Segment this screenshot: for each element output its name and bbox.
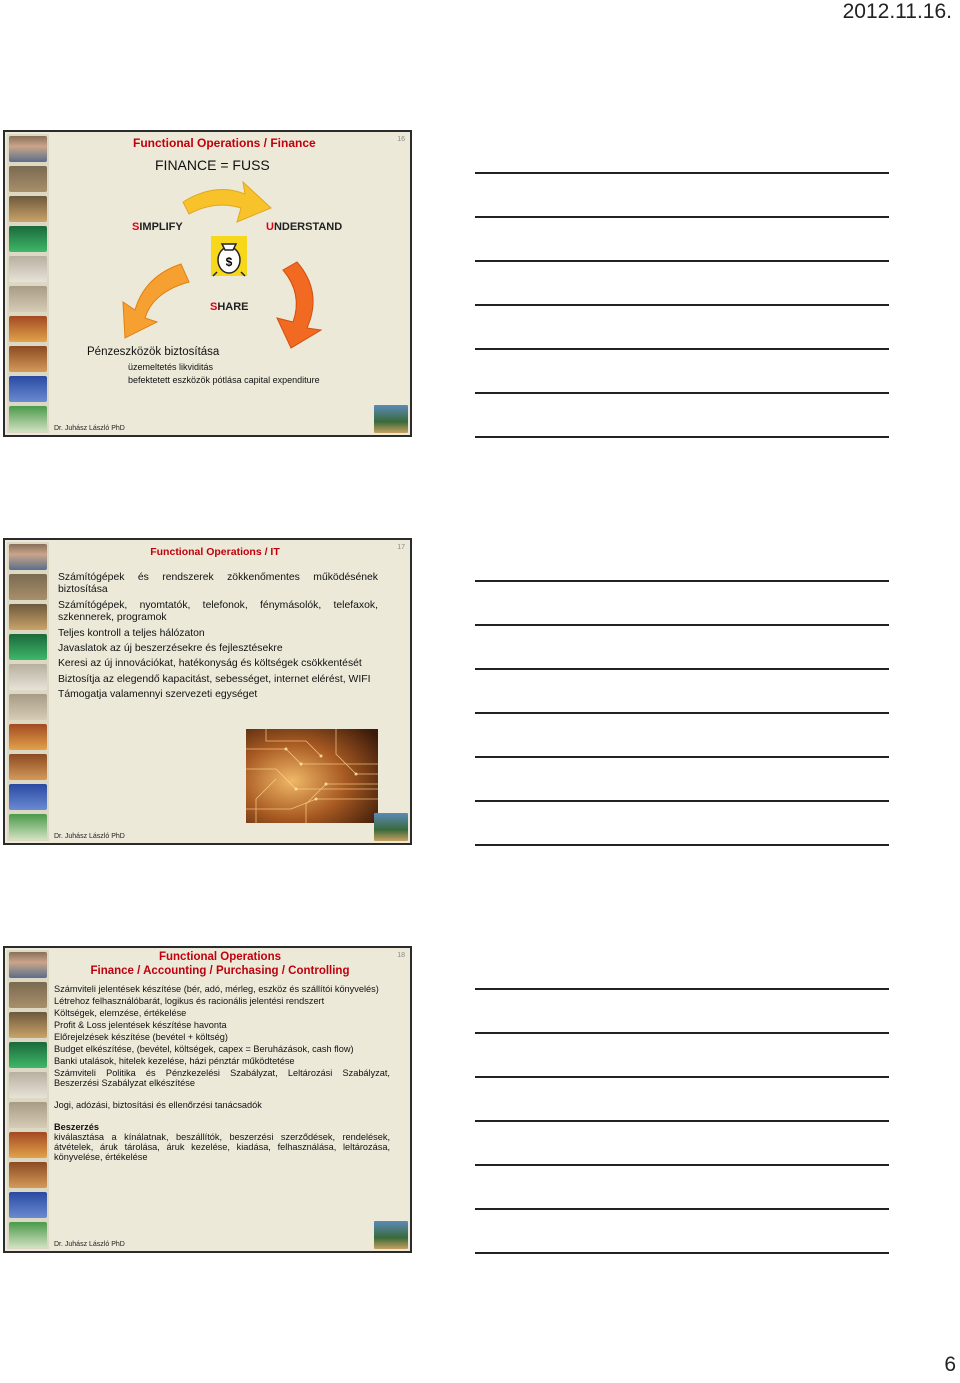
cycle-arrows-diagram bbox=[5, 172, 412, 352]
bed-thumb bbox=[9, 754, 47, 780]
bullet-item: Keresi az új innovációkat, hatékonyság és költségek csökkentését bbox=[58, 658, 362, 670]
author-footer: Dr. Juhász László PhD bbox=[54, 1241, 125, 1248]
slide-number: 17 bbox=[397, 544, 405, 551]
tools-thumb bbox=[9, 694, 47, 720]
portrait-thumb bbox=[9, 544, 47, 570]
slide-title: Functional Operations bbox=[158, 951, 282, 963]
bottles-thumb bbox=[9, 1222, 47, 1248]
slide-title: Functional Operations / Finance bbox=[133, 136, 316, 150]
share-initial: S bbox=[210, 301, 218, 313]
list-item: Előrejelzések készítése (bevétel + költség) bbox=[54, 1032, 228, 1042]
decor-strip bbox=[7, 542, 49, 841]
bed-thumb bbox=[9, 1162, 47, 1188]
list-item: Budget elkészítése, (bevétel, költségek, capex = Beruházások, cash flow) bbox=[54, 1044, 354, 1054]
list-item: Számviteli Politika és Pénzkezelési Szabályzat, Leltározási Szabályzat, Beszerzési Szabályzat elkészítése bbox=[54, 1068, 390, 1088]
corner-photo bbox=[374, 405, 408, 433]
garden-thumb bbox=[9, 664, 47, 690]
circuit-board-image bbox=[246, 729, 378, 823]
share-label bbox=[210, 301, 249, 313]
list-item: Költségek, elemzése, értékelése bbox=[54, 1008, 187, 1018]
cycle-arrow-icon bbox=[277, 262, 321, 348]
simplify-rest: IMPLIFY bbox=[139, 221, 183, 233]
building-thumb bbox=[9, 982, 47, 1008]
understand-initial: U bbox=[266, 221, 274, 233]
garden-thumb bbox=[9, 1072, 47, 1098]
lobby-thumb bbox=[9, 604, 47, 630]
screen-thumb bbox=[9, 634, 47, 660]
note-lines bbox=[475, 988, 889, 1296]
finance-fuss-heading: FINANCE = FUSS bbox=[155, 157, 270, 173]
sub-line: befektetett eszközök pótlása capital expenditure bbox=[128, 375, 320, 385]
building-thumb bbox=[9, 574, 47, 600]
cycle-arrow-icon bbox=[123, 264, 189, 338]
svg-text:$: $ bbox=[225, 255, 233, 269]
share-rest: HARE bbox=[217, 301, 249, 313]
slide-it bbox=[3, 538, 412, 845]
purchasing-heading: Beszerzés bbox=[54, 1122, 99, 1132]
bullet-item: Javaslatok az új beszerzésekre és fejlesztésekre bbox=[58, 643, 283, 655]
purchasing-text: kiválasztása a kínálatnak, beszállítók, beszerzési szerződések, rendelések, átvételek, áruk tárolása, áruk kezelése, kiadása, felhasználása, leltározása, könyvelése, értékelése bbox=[54, 1132, 390, 1162]
machine-thumb bbox=[9, 1192, 47, 1218]
slide-finance bbox=[3, 130, 412, 437]
room-thumb bbox=[9, 1132, 47, 1158]
bullet-item: Számítógépek és rendszerek zökkenőmentes működésének biztosítása bbox=[58, 572, 378, 596]
author-footer: Dr. Juhász László PhD bbox=[54, 425, 125, 432]
bullet-list bbox=[58, 572, 378, 705]
list-item: Profit & Loss jelentések készítése havonta bbox=[54, 1020, 227, 1030]
list-item: Számviteli jelentések készítése (bér, adó, mérleg, eszköz és szállítói könyvelés) bbox=[54, 984, 379, 994]
cycle-arrow-icon bbox=[183, 182, 271, 222]
bullet-item: Teljes kontroll a teljes hálózaton bbox=[58, 627, 205, 639]
advisory-line: Jogi, adózási, biztosítási és ellenőrzési tanácsadók bbox=[54, 1100, 262, 1110]
room-thumb bbox=[9, 724, 47, 750]
bullet-item: Számítógépek, nyomtatók, telefonok, fénymásolók, telefaxok, szkennerek, programok bbox=[58, 599, 378, 624]
machine-thumb bbox=[9, 784, 47, 810]
machine-thumb bbox=[9, 376, 47, 402]
slide-number: 18 bbox=[397, 952, 405, 959]
slide-title: Functional Operations / IT bbox=[150, 546, 280, 558]
corner-photo bbox=[374, 1221, 408, 1249]
understand-rest: NDERSTAND bbox=[273, 221, 343, 233]
simplify-label bbox=[132, 221, 183, 233]
author-footer: Dr. Juhász László PhD bbox=[54, 833, 125, 840]
portrait-thumb bbox=[9, 136, 47, 162]
bottles-thumb bbox=[9, 406, 47, 432]
slide-number: 16 bbox=[397, 136, 405, 143]
lobby-thumb bbox=[9, 1012, 47, 1038]
slide-accounting bbox=[3, 946, 412, 1253]
page-number: 6 bbox=[944, 1353, 956, 1376]
screen-thumb bbox=[9, 1042, 47, 1068]
list-item: Létrehoz felhasználóbarát, logikus és racionális jelentési rendszert bbox=[54, 996, 325, 1006]
bullet-item: Biztosítja az elegendő kapacitást, sebességet, internet elérést, WIFI bbox=[58, 673, 371, 685]
bullet-item: Támogatja valamennyi szervezeti egységet bbox=[58, 689, 258, 701]
simplify-initial: S bbox=[132, 221, 140, 233]
money-bag-icon bbox=[211, 236, 247, 276]
tools-thumb bbox=[9, 1102, 47, 1128]
corner-photo bbox=[374, 813, 408, 841]
main-line: Pénzeszközök biztosítása bbox=[87, 346, 220, 358]
sub-line: üzemeltetés likviditás bbox=[128, 362, 214, 372]
list-item: Banki utalások, hitelek kezelése, házi pénztár működtetése bbox=[54, 1056, 295, 1066]
slide-title-sub: Finance / Accounting / Purchasing / Controlling bbox=[90, 965, 350, 977]
portrait-thumb bbox=[9, 952, 47, 978]
accounting-list bbox=[54, 984, 390, 1165]
note-lines bbox=[475, 172, 889, 480]
decor-strip bbox=[7, 950, 49, 1249]
note-lines bbox=[475, 580, 889, 888]
bottles-thumb bbox=[9, 814, 47, 840]
header-date: 2012.11.16. bbox=[842, 0, 952, 23]
understand-label bbox=[266, 221, 342, 233]
